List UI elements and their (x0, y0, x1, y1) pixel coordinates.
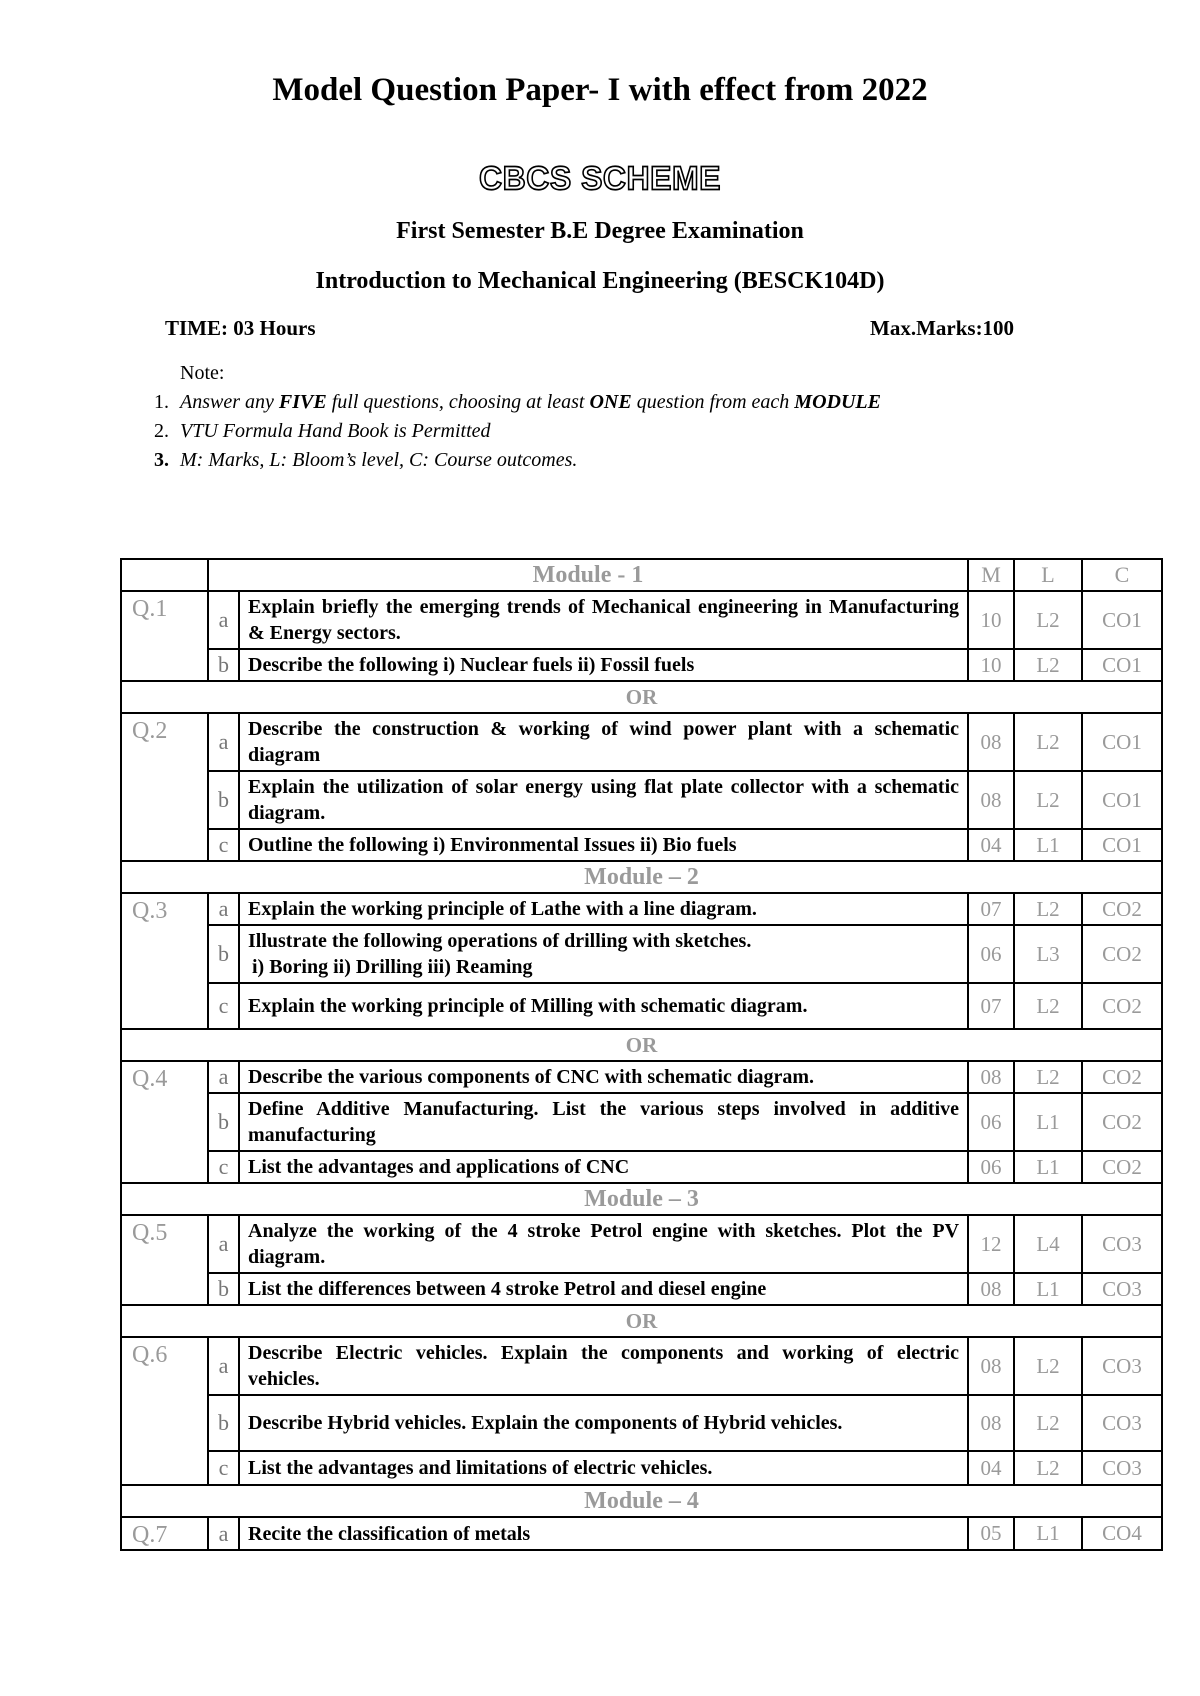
or-row (121, 681, 1162, 713)
marks-cell: 08 (968, 1061, 1014, 1093)
question-text-line: i) Boring ii) Drilling iii) Reaming (252, 956, 533, 978)
question-part-row (121, 1061, 1162, 1093)
question-text-line: List the differences between 4 stroke Petrol and diesel engine (248, 1278, 767, 1300)
sub-question-letter: b (208, 1093, 239, 1151)
question-text (239, 983, 968, 1029)
question-text-line: Describe the construction & working of wind power plant with a schematic diagram (248, 718, 960, 766)
column-header-level: L (1014, 559, 1082, 591)
question-text (239, 1395, 968, 1451)
note-number: 1. (154, 391, 169, 413)
level-cell: L1 (1014, 1517, 1082, 1550)
sub-question-letter: a (208, 1061, 239, 1093)
question-part-row (121, 1517, 1162, 1550)
question-text-line: Analyze the working of the 4 stroke Petrol engine with sketches. Plot the PV diagram. (248, 1220, 960, 1268)
question-text-line: Explain the utilization of solar energy using flat plate collector with a schematic diagram. (248, 776, 960, 824)
marks-cell: 07 (968, 893, 1014, 925)
empty-cell (121, 559, 208, 591)
level-cell: L1 (1014, 1273, 1082, 1305)
question-part-row (121, 893, 1162, 925)
note-number: 3. (154, 449, 169, 471)
note-item (154, 446, 881, 475)
sub-question-letter: b (208, 649, 239, 681)
outcome-cell: CO1 (1082, 649, 1162, 681)
question-text-line: Outline the following i) Environmental Issues ii) Bio fuels (248, 834, 737, 856)
outcome-cell: CO2 (1082, 925, 1162, 983)
question-text (239, 1273, 968, 1305)
marks-cell: 07 (968, 983, 1014, 1029)
level-cell: L1 (1014, 1151, 1082, 1183)
question-text (239, 1093, 968, 1151)
question-text (239, 649, 968, 681)
level-cell: L2 (1014, 713, 1082, 771)
marks-cell: 08 (968, 1395, 1014, 1451)
sub-question-letter: b (208, 1395, 239, 1451)
question-number: Q.2 (121, 713, 208, 861)
question-part-row (121, 829, 1162, 861)
question-number: Q.6 (121, 1337, 208, 1485)
level-cell: L2 (1014, 1395, 1082, 1451)
sub-question-letter: b (208, 925, 239, 983)
marks-cell: 08 (968, 1337, 1014, 1395)
note-text: VTU Formula Hand Book is Permitted (180, 420, 491, 442)
question-part-row (121, 771, 1162, 829)
sub-question-letter: a (208, 1337, 239, 1395)
question-number: Q.1 (121, 591, 208, 681)
question-part-row (121, 1395, 1162, 1451)
max-marks: Max.Marks:100 (870, 316, 1015, 340)
question-part-row (121, 925, 1162, 983)
question-text-line: Describe the various components of CNC with schematic diagram. (248, 1066, 815, 1088)
question-part-row (121, 1151, 1162, 1183)
marks-cell: 08 (968, 713, 1014, 771)
outcome-cell: CO2 (1082, 983, 1162, 1029)
sub-question-letter: a (208, 591, 239, 649)
sub-question-letter: c (208, 829, 239, 861)
module-row (121, 1183, 1162, 1215)
sub-question-letter: a (208, 713, 239, 771)
question-part-row (121, 1337, 1162, 1395)
outcome-cell: CO3 (1082, 1395, 1162, 1451)
marks-cell: 06 (968, 1151, 1014, 1183)
module-heading: Module – 2 (121, 861, 1162, 893)
exam-time: TIME: 03 Hours (165, 316, 316, 340)
question-text-line: Explain the working principle of Milling with schematic diagram. (248, 995, 808, 1017)
paper-title: Model Question Paper- I with effect from 2022 (272, 72, 928, 108)
question-part-row (121, 713, 1162, 771)
outcome-cell: CO2 (1082, 1061, 1162, 1093)
question-text (239, 591, 968, 649)
level-cell: L2 (1014, 983, 1082, 1029)
marks-cell: 10 (968, 649, 1014, 681)
column-header-marks: M (968, 559, 1014, 591)
level-cell: L2 (1014, 1451, 1082, 1485)
question-text-line: Describe Electric vehicles. Explain the components and working of electric vehicles. (248, 1342, 960, 1390)
question-table-body (121, 559, 1162, 1550)
outcome-cell: CO3 (1082, 1451, 1162, 1485)
level-cell: L2 (1014, 893, 1082, 925)
note-text: M: Marks, L: Bloom’s level, C: Course outcomes. (180, 449, 578, 471)
question-text (239, 1061, 968, 1093)
question-number: Q.3 (121, 893, 208, 1029)
marks-cell: 08 (968, 1273, 1014, 1305)
level-cell: L2 (1014, 649, 1082, 681)
marks-cell: 04 (968, 1451, 1014, 1485)
question-text (239, 1451, 968, 1485)
question-text-line: List the advantages and applications of CNC (248, 1156, 630, 1178)
question-text-line: Describe Hybrid vehicles. Explain the components of Hybrid vehicles. (248, 1412, 843, 1434)
module-row (121, 1485, 1162, 1517)
or-separator: OR (121, 1029, 1162, 1061)
question-text-line: Define Additive Manufacturing. List the various steps involved in additive manufacturing (248, 1098, 960, 1146)
question-text (239, 1517, 968, 1550)
level-cell: L3 (1014, 925, 1082, 983)
or-row (121, 1305, 1162, 1337)
note-heading: Note: (180, 362, 225, 384)
column-header-outcome: C (1082, 559, 1162, 591)
cbcs-scheme-logo: CBCS SCHEME (479, 159, 721, 197)
sub-question-letter: c (208, 983, 239, 1029)
module-row (121, 861, 1162, 893)
sub-question-letter: b (208, 771, 239, 829)
exam-name: First Semester B.E Degree Examination (396, 218, 804, 244)
question-text-line: Explain briefly the emerging trends of Mechanical engineering in Manufacturing & Energy sectors. (248, 596, 960, 644)
level-cell: L2 (1014, 1337, 1082, 1395)
question-text (239, 1337, 968, 1395)
question-part-row (121, 1273, 1162, 1305)
outcome-cell: CO2 (1082, 1093, 1162, 1151)
question-text (239, 713, 968, 771)
module-header-row (121, 559, 1162, 591)
marks-cell: 10 (968, 591, 1014, 649)
sub-question-letter: a (208, 1215, 239, 1273)
sub-question-letter: a (208, 1517, 239, 1550)
module-heading: Module – 3 (121, 1183, 1162, 1215)
marks-cell: 08 (968, 771, 1014, 829)
question-text (239, 925, 968, 983)
question-part-row (121, 591, 1162, 649)
note-item (154, 417, 881, 446)
outcome-cell: CO1 (1082, 713, 1162, 771)
level-cell: L1 (1014, 1093, 1082, 1151)
question-text-line: List the advantages and limitations of electric vehicles. (248, 1457, 713, 1479)
question-text-line: Illustrate the following operations of drilling with sketches. (248, 930, 752, 952)
sub-question-letter: c (208, 1451, 239, 1485)
subject-name: Introduction to Mechanical Engineering (BESCK104D) (315, 268, 885, 294)
or-separator: OR (121, 681, 1162, 713)
question-part-row (121, 1451, 1162, 1485)
outcome-cell: CO3 (1082, 1337, 1162, 1395)
outcome-cell: CO3 (1082, 1215, 1162, 1273)
question-text (239, 1151, 968, 1183)
outcome-cell: CO1 (1082, 771, 1162, 829)
question-text (239, 829, 968, 861)
question-table (120, 558, 1163, 1551)
question-part-row (121, 1093, 1162, 1151)
question-number: Q.7 (121, 1517, 208, 1550)
level-cell: L4 (1014, 1215, 1082, 1273)
or-row (121, 1029, 1162, 1061)
question-part-row (121, 983, 1162, 1029)
outcome-cell: CO1 (1082, 829, 1162, 861)
question-text (239, 893, 968, 925)
question-number: Q.4 (121, 1061, 208, 1183)
level-cell: L2 (1014, 1061, 1082, 1093)
outcome-cell: CO4 (1082, 1517, 1162, 1550)
marks-cell: 06 (968, 1093, 1014, 1151)
marks-cell: 12 (968, 1215, 1014, 1273)
question-text (239, 1215, 968, 1273)
outcome-cell: CO2 (1082, 1151, 1162, 1183)
sub-question-letter: a (208, 893, 239, 925)
level-cell: L1 (1014, 829, 1082, 861)
note-item (154, 388, 881, 417)
question-text-line: Describe the following i) Nuclear fuels ii) Fossil fuels (248, 654, 695, 676)
module-heading: Module - 1 (208, 559, 968, 591)
note-number: 2. (154, 420, 169, 442)
question-text-line: Recite the classification of metals (248, 1522, 531, 1545)
question-text (239, 771, 968, 829)
outcome-cell: CO1 (1082, 591, 1162, 649)
sub-question-letter: b (208, 1273, 239, 1305)
notes-list (154, 388, 881, 475)
question-part-row (121, 649, 1162, 681)
sub-question-letter: c (208, 1151, 239, 1183)
outcome-cell: CO3 (1082, 1273, 1162, 1305)
question-part-row (121, 1215, 1162, 1273)
question-number: Q.5 (121, 1215, 208, 1305)
outcome-cell: CO2 (1082, 893, 1162, 925)
level-cell: L2 (1014, 591, 1082, 649)
question-text-line: Explain the working principle of Lathe with a line diagram. (248, 898, 757, 920)
marks-cell: 06 (968, 925, 1014, 983)
marks-cell: 04 (968, 829, 1014, 861)
or-separator: OR (121, 1305, 1162, 1337)
module-heading: Module – 4 (121, 1485, 1162, 1517)
level-cell: L2 (1014, 771, 1082, 829)
marks-cell: 05 (968, 1517, 1014, 1550)
note-text: Answer any FIVE full questions, choosing at least ONE question from each MODULE (180, 391, 881, 413)
